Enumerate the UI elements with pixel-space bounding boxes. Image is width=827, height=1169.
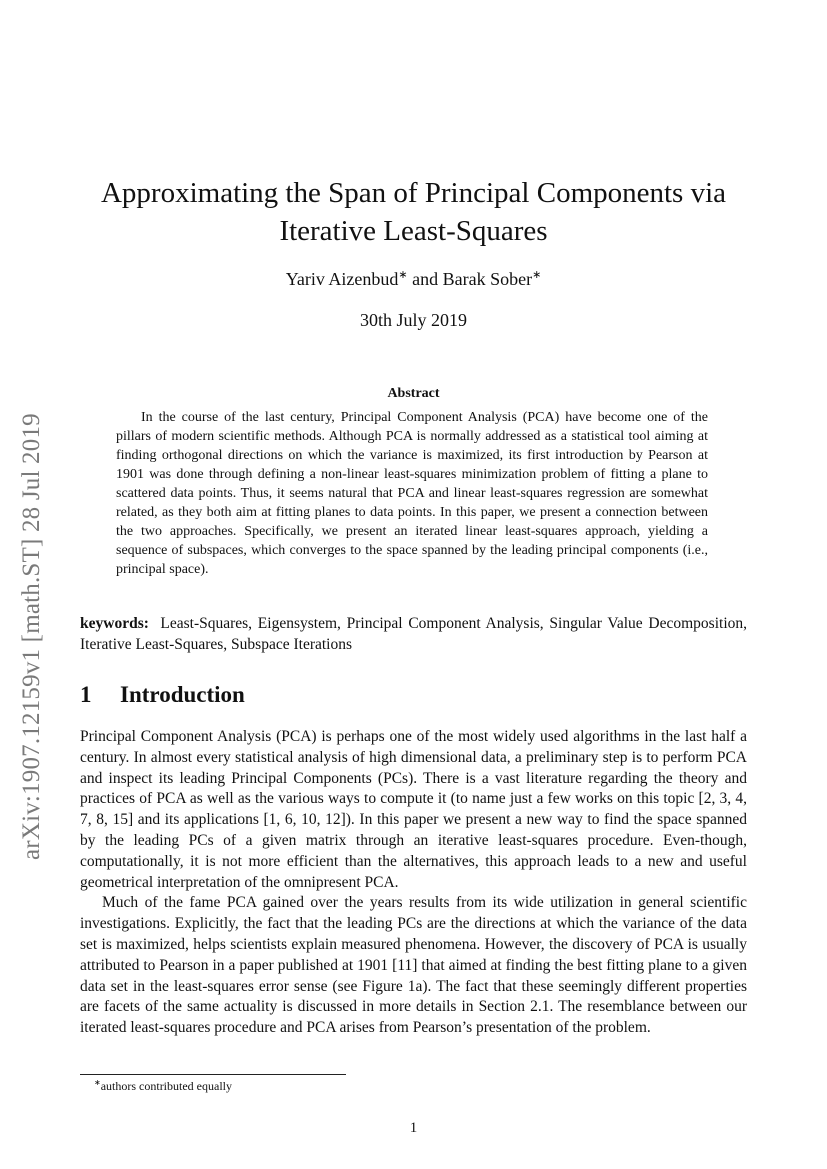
authors-line: [80, 268, 747, 290]
author-footnote-mark: ∗: [532, 269, 542, 281]
author-name: Yariv Aizenbud: [285, 269, 399, 289]
abstract-heading: Abstract: [387, 386, 440, 401]
authors-connector: and: [407, 269, 443, 289]
section-title: Introduction: [120, 682, 245, 707]
paper-date: 30th July 2019: [359, 310, 467, 330]
footnote: [94, 1078, 232, 1094]
footnote-divider: [80, 1074, 346, 1075]
footnote-text: authors contributed equally: [100, 1079, 232, 1093]
abstract-text: In the course of the last century, Principal Component Analysis (PCA) have become one of the pillars of modern scientific methods. Although PCA is normally addressed as a statistical tool aiming at finding orthogonal directions on which the variance is maximized, its first introduction by Pearson at 1901 was done through defining a non-linear least-squares minimization problem of fitting a plane to scattered data points. Thus, it seems natural that PCA and linear least-squares regression are somewhat related, as they both aim at fitting planes to data points. In this paper, we present a connection between the two approaches. Specifically, we present an iterated linear least-squares approach, yielding a sequence of subspaces, which converges to the space spanned by the leading principal components (i.e., principal space).: [116, 410, 708, 577]
body-paragraph: Much of the fame PCA gained over the years results from its wide utilization in general scientific investigations. Explicitly, the fact that the leading PCs are the directions at which the variance of the data set is maximized, helps scientists explain measured phenomena. However, the discovery of PCA is usually attributed to Pearson in a paper published at 1901 [11] that aimed at finding the best fitting plane to a given data set in the least-squares error sense (see Figure 1a). The fact that these seemingly different properties are facets of the same actuality is discussed in more details in Section 2.1. The resemblance between our iterated least-squares procedure and PCA arises from Pearson’s presentation of the problem.: [80, 894, 747, 1037]
author-name: Barak Sober: [442, 269, 533, 289]
author-footnote-mark: ∗: [398, 269, 408, 281]
keywords-paragraph: [80, 613, 747, 655]
keywords-text: Least-Squares, Eigensystem, Principal Component Analysis, Singular Value Decomposition, Iterative Least-Squares, Subspace Iterations: [80, 615, 747, 653]
body-paragraph: Principal Component Analysis (PCA) is perhaps one of the most widely used algorithms in the last half a century. In almost every statistical analysis of high dimensional data, a preliminary step is to perform PCA and inspect its leading Principal Components (PCs). There is a vast literature regarding the theory and practices of PCA as well as the various ways to compute it (to name just a few works on this topic [2, 3, 4, 7, 8, 15] and its applications [1, 6, 10, 12]). In this paper we present a new way to find the space spanned by the leading PCs of a given matrix through an iterative least-squares procedure. Even-though, computationally, it is not more efficient than the alternatives, this approach leads to a new and useful geometrical interpretation of the omnipresent PCA.: [80, 728, 747, 891]
section-number: 1: [80, 682, 92, 707]
arxiv-stamp: arXiv:1907.12159v1 [math.ST] 28 Jul 2019: [18, 413, 45, 860]
page-number: 1: [409, 1120, 418, 1136]
keywords-label: keywords:: [80, 615, 149, 632]
section-body: [80, 727, 747, 1039]
section-heading: [80, 682, 245, 708]
footnote-mark: ∗: [94, 1078, 101, 1087]
paper-title: Approximating the Span of Principal Components via Iterative Least-Squares: [100, 177, 727, 247]
